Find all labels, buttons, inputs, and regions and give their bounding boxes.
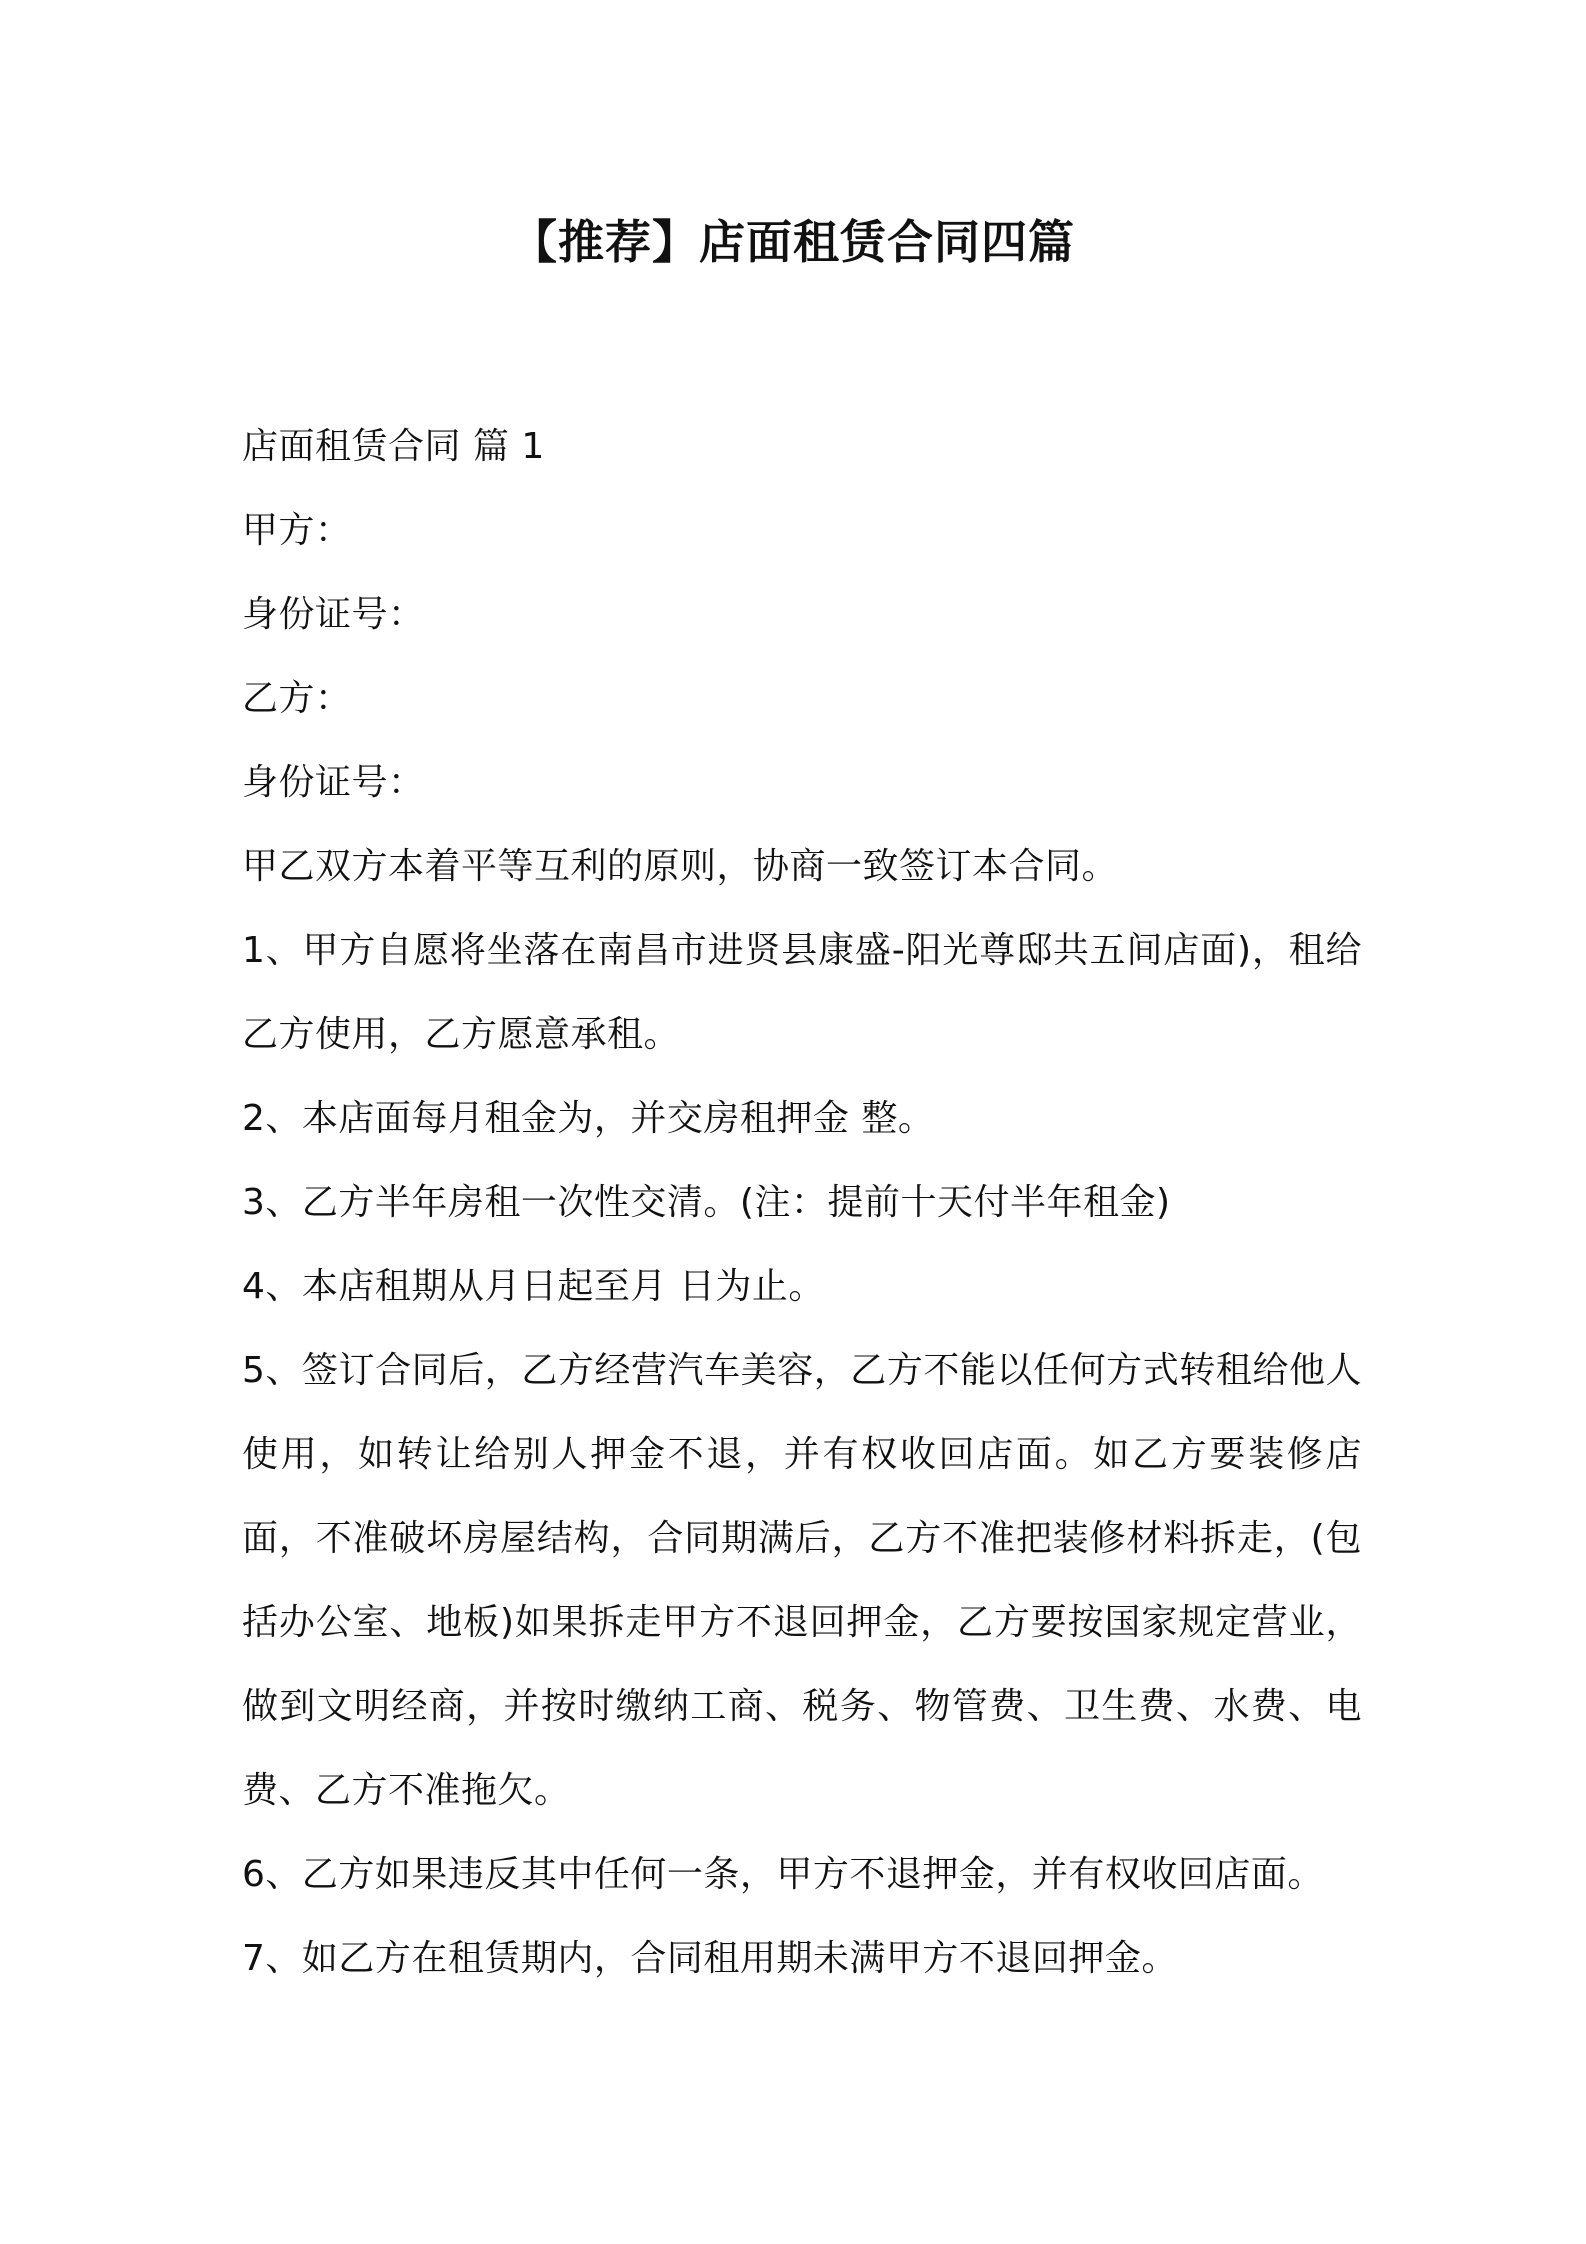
section-heading: 店面租赁合同 篇 1 — [242, 426, 545, 467]
clause-5: 5、签订合同后，乙方经营汽车美容，乙方不能以任何方式转租给他人使用，如转让给别人押金不退，并有权收回店面。如乙方要装修店面，不准破坏房屋结构，合同期满后，乙方不准把装修材料拆走，(包括办公室、地板)如果拆走甲方不退回押金，乙方要按国家规定营业，做到文明经商，并按时缴纳工商、税务、物管费、卫生费、水费、电费、乙方不准拖欠。 — [242, 1350, 1362, 1811]
clause-7: 7、如乙方在租赁期内，合同租用期未满甲方不退回押金。 — [242, 1938, 1178, 1979]
clause-6: 6、乙方如果违反其中任何一条，甲方不退押金，并有权收回店面。 — [242, 1854, 1324, 1895]
clause-3: 3、乙方半年房租一次性交清。(注：提前十天付半年租金) — [242, 1182, 1171, 1223]
party-b-field: 乙方： — [242, 678, 352, 719]
clause-2: 2、本店面每月租金为，并交房租押金 整。 — [242, 1098, 935, 1139]
document-body — [242, 405, 1362, 2001]
party-b-id-field: 身份证号： — [242, 762, 425, 803]
intro-paragraph: 甲乙双方本着平等互利的原则，协商一致签订本合同。 — [242, 846, 1119, 887]
clause-4: 4、本店租期从月日起至月 日为止。 — [242, 1266, 825, 1307]
document-title: 【推荐】店面租赁合同四篇 — [511, 215, 1075, 269]
party-a-id-field: 身份证号： — [242, 594, 425, 635]
clause-1: 1、甲方自愿将坐落在南昌市进贤县康盛-阳光尊邸共五间店面)，租给乙方使用，乙方愿意承租。 — [242, 930, 1362, 1055]
party-a-field: 甲方： — [242, 510, 352, 551]
